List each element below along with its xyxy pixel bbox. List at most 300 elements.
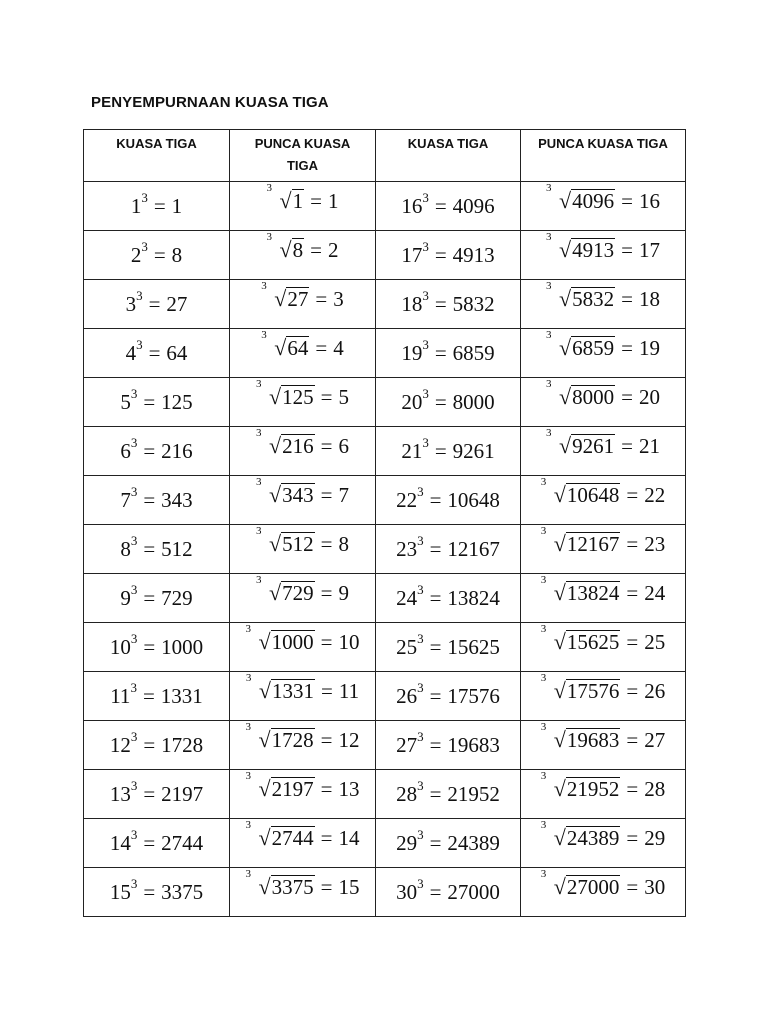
- cube-result: 125: [161, 389, 193, 414]
- cube-exponent: 3: [141, 189, 148, 205]
- equals-sign: =: [320, 777, 333, 801]
- root-radicand: 4096: [572, 189, 615, 213]
- equals-sign: =: [429, 487, 442, 512]
- cube-cell: [84, 525, 230, 574]
- cube-result: 17576: [447, 683, 500, 708]
- root-radicand: 8: [292, 238, 304, 262]
- cube-root-cell: [230, 868, 376, 917]
- cube-cell: [84, 182, 230, 231]
- equals-sign: =: [429, 732, 442, 757]
- cube-base: 10: [109, 634, 131, 659]
- cube-root-symbol: [546, 280, 615, 312]
- cube-root-symbol: [540, 574, 621, 606]
- equals-sign: =: [434, 242, 447, 267]
- equals-sign: =: [148, 291, 161, 316]
- cube-base: 29: [396, 830, 418, 855]
- cube-cell: [376, 770, 521, 819]
- root-radicand: 1331: [272, 679, 314, 703]
- cube-root-symbol: [540, 476, 621, 508]
- root-result: 23: [644, 532, 666, 556]
- cube-cell: [84, 770, 230, 819]
- root-index: 3: [256, 378, 262, 390]
- cube-root-expression: [540, 525, 666, 557]
- equals-sign: =: [142, 683, 155, 708]
- cube-base: 26: [396, 683, 418, 708]
- equals-sign: =: [626, 679, 639, 703]
- cube-root-cell: [521, 280, 686, 329]
- cube-exponent: 3: [417, 826, 424, 842]
- root-result: 11: [338, 679, 360, 703]
- root-result: 9: [338, 581, 349, 605]
- root-result: 29: [644, 826, 666, 850]
- cube-root-expression: [245, 721, 360, 753]
- header-kuasa-tiga-2: KUASA TIGA: [376, 130, 521, 182]
- cube-exponent: 3: [417, 581, 424, 597]
- root-index: 3: [261, 280, 267, 292]
- root-index: 3: [546, 378, 552, 390]
- radical-sign-icon: √: [274, 335, 287, 360]
- cube-result: 8: [171, 242, 183, 267]
- radical-sign-icon: √: [553, 678, 566, 703]
- cube-root-symbol: [546, 231, 615, 263]
- equals-sign: =: [626, 777, 639, 801]
- cube-result: 64: [166, 340, 188, 365]
- root-radicand: 512: [282, 532, 314, 556]
- equals-sign: =: [621, 189, 633, 213]
- root-result: 24: [644, 581, 666, 605]
- root-result: 17: [638, 238, 660, 262]
- radical-sign-icon: √: [269, 433, 282, 458]
- root-result: 19: [638, 336, 660, 360]
- cube-root-symbol: [540, 770, 621, 802]
- cube-root-expression: [256, 476, 349, 508]
- cube-result: 4913: [452, 242, 495, 267]
- root-index: 3: [546, 231, 552, 243]
- cube-base: 6: [120, 438, 131, 463]
- radical-sign-icon: √: [553, 727, 566, 752]
- radical-sign-icon: √: [559, 286, 572, 311]
- cube-cell: [376, 427, 521, 476]
- root-radicand: 24389: [566, 826, 620, 850]
- root-index: 3: [540, 672, 547, 684]
- cube-root-expression: [546, 378, 660, 410]
- root-index: 3: [540, 623, 547, 635]
- cube-root-expression: [245, 819, 360, 851]
- cube-cell: [376, 329, 521, 378]
- root-result: 25: [644, 630, 666, 654]
- root-result: 3: [333, 287, 344, 311]
- cube-result: 4096: [452, 193, 495, 218]
- equals-sign: =: [626, 532, 639, 556]
- cube-exponent: 3: [422, 287, 429, 303]
- cube-root-cell: [521, 525, 686, 574]
- radical-sign-icon: √: [553, 629, 566, 654]
- equals-sign: =: [434, 193, 447, 218]
- cube-root-expression: [540, 574, 666, 606]
- cube-root-expression: [546, 231, 660, 263]
- cube-table: [83, 129, 686, 917]
- cube-base: 5: [120, 389, 131, 414]
- table-row: [84, 378, 686, 427]
- radical-sign-icon: √: [559, 433, 572, 458]
- cube-result: 19683: [447, 732, 500, 757]
- equals-sign: =: [315, 336, 328, 360]
- root-result: 2: [327, 238, 339, 262]
- cube-base: 30: [396, 879, 418, 904]
- root-index: 3: [540, 525, 547, 537]
- cube-exponent: 3: [130, 777, 138, 793]
- cube-exponent: 3: [130, 875, 138, 891]
- cube-base: 2: [130, 242, 142, 267]
- equals-sign: =: [320, 434, 333, 458]
- equals-sign: =: [621, 238, 633, 262]
- equals-sign: =: [320, 385, 333, 409]
- cube-root-symbol: [245, 868, 315, 900]
- cube-result: 10648: [447, 487, 500, 512]
- equals-sign: =: [310, 189, 322, 213]
- equals-sign: =: [434, 389, 447, 414]
- radical-sign-icon: √: [553, 580, 566, 605]
- root-radicand: 125: [282, 385, 314, 409]
- root-result: 6: [338, 434, 349, 458]
- cube-root-cell: [521, 868, 686, 917]
- cube-cell: [84, 868, 230, 917]
- header-row: [84, 130, 686, 182]
- root-radicand: 1: [292, 189, 304, 213]
- equals-sign: =: [434, 438, 447, 463]
- cube-exponent: 3: [130, 826, 138, 842]
- cube-root-symbol: [256, 378, 315, 410]
- cube-root-cell: [521, 476, 686, 525]
- radical-sign-icon: √: [553, 874, 566, 899]
- radical-sign-icon: √: [269, 580, 282, 605]
- root-radicand: 10648: [566, 483, 620, 507]
- cube-root-cell: [521, 574, 686, 623]
- cube-exponent: 3: [417, 777, 424, 793]
- cube-exponent: 3: [130, 385, 138, 401]
- equals-sign: =: [143, 389, 156, 414]
- cube-base: 14: [109, 830, 131, 855]
- equals-sign: =: [143, 634, 156, 659]
- equals-sign: =: [429, 781, 442, 806]
- cube-root-symbol: [245, 672, 315, 704]
- equals-sign: =: [626, 826, 639, 850]
- radical-sign-icon: √: [258, 776, 271, 801]
- cube-root-symbol: [245, 770, 315, 802]
- equals-sign: =: [321, 679, 333, 703]
- radical-sign-icon: √: [258, 874, 271, 899]
- root-radicand: 12167: [566, 532, 620, 556]
- cube-exponent: 3: [422, 434, 429, 450]
- root-index: 3: [256, 525, 262, 537]
- cube-base: 21: [401, 438, 423, 463]
- cube-root-symbol: [546, 182, 615, 214]
- root-result: 30: [644, 875, 666, 899]
- cube-exponent: 3: [417, 630, 424, 646]
- cube-base: 25: [396, 634, 418, 659]
- radical-sign-icon: √: [559, 237, 572, 262]
- cube-root-cell: [230, 721, 376, 770]
- root-radicand: 8000: [572, 385, 615, 409]
- cube-cell: [84, 476, 230, 525]
- cube-root-cell: [230, 329, 376, 378]
- root-radicand: 343: [282, 483, 314, 507]
- cube-root-symbol: [245, 819, 315, 851]
- equals-sign: =: [621, 336, 633, 360]
- root-index: 3: [540, 574, 547, 586]
- root-radicand: 21952: [566, 777, 620, 801]
- cube-root-symbol: [266, 182, 305, 214]
- cube-root-expression: [546, 280, 660, 312]
- table-row: [84, 231, 686, 280]
- cube-base: 23: [396, 536, 418, 561]
- root-radicand: 6859: [572, 336, 615, 360]
- cube-root-symbol: [256, 525, 315, 557]
- root-result: 26: [644, 679, 666, 703]
- cube-root-expression: [266, 231, 339, 263]
- cube-result: 1: [171, 193, 183, 218]
- cube-base: 1: [130, 193, 142, 218]
- cube-result: 1331: [160, 683, 203, 708]
- root-index: 3: [546, 182, 552, 194]
- cube-cell: [376, 378, 521, 427]
- cube-exponent: 3: [422, 385, 429, 401]
- cube-base: 20: [401, 389, 423, 414]
- table-row: [84, 574, 686, 623]
- cube-cell: [84, 280, 230, 329]
- cube-exponent: 3: [417, 875, 424, 891]
- cube-root-cell: [230, 574, 376, 623]
- root-radicand: 17576: [566, 679, 620, 703]
- root-radicand: 2197: [271, 777, 314, 801]
- root-index: 3: [540, 476, 547, 488]
- cube-root-cell: [230, 525, 376, 574]
- radical-sign-icon: √: [279, 188, 292, 213]
- cube-exponent: 3: [422, 189, 429, 205]
- cube-result: 3375: [161, 879, 204, 904]
- equals-sign: =: [143, 879, 156, 904]
- root-index: 3: [546, 329, 552, 341]
- cube-root-expression: [245, 770, 360, 802]
- equals-sign: =: [143, 585, 156, 610]
- root-index: 3: [245, 672, 252, 684]
- cube-result: 15625: [447, 634, 500, 659]
- radical-sign-icon: √: [559, 384, 572, 409]
- cube-root-symbol: [540, 525, 621, 557]
- cube-root-expression: [540, 476, 666, 508]
- equals-sign: =: [320, 581, 333, 605]
- cube-result: 24389: [447, 830, 500, 855]
- root-result: 7: [338, 483, 349, 507]
- radical-sign-icon: √: [553, 825, 566, 850]
- cube-base: 19: [401, 340, 423, 365]
- equals-sign: =: [429, 585, 442, 610]
- root-index: 3: [266, 231, 273, 243]
- radical-sign-icon: √: [559, 335, 572, 360]
- cube-result: 216: [161, 438, 193, 463]
- equals-sign: =: [320, 630, 333, 654]
- root-radicand: 27000: [566, 875, 620, 899]
- cube-cell: [84, 329, 230, 378]
- cube-root-expression: [546, 329, 660, 361]
- cube-root-expression: [540, 623, 666, 655]
- cube-cell: [376, 868, 521, 917]
- cube-root-expression: [245, 868, 360, 900]
- cube-root-symbol: [245, 623, 315, 655]
- cube-root-expression: [256, 574, 349, 606]
- root-radicand: 13824: [566, 581, 620, 605]
- cube-root-cell: [521, 329, 686, 378]
- cube-root-symbol: [540, 721, 621, 753]
- equals-sign: =: [143, 732, 156, 757]
- cube-root-symbol: [256, 427, 315, 459]
- equals-sign: =: [429, 830, 442, 855]
- equals-sign: =: [320, 826, 333, 850]
- cube-root-cell: [230, 819, 376, 868]
- cube-root-symbol: [546, 378, 615, 410]
- cube-cell: [376, 672, 521, 721]
- cube-root-expression: [540, 672, 666, 704]
- cube-result: 13824: [447, 585, 500, 610]
- cube-result: 2197: [161, 781, 204, 806]
- equals-sign: =: [153, 242, 166, 267]
- root-result: 20: [638, 385, 660, 409]
- cube-root-cell: [521, 427, 686, 476]
- cube-root-expression: [261, 329, 344, 361]
- cube-result: 1728: [161, 732, 204, 757]
- cube-root-expression: [245, 672, 360, 704]
- equals-sign: =: [320, 875, 333, 899]
- cube-cell: [376, 231, 521, 280]
- root-index: 3: [245, 770, 252, 782]
- cube-exponent: 3: [130, 434, 138, 450]
- radical-sign-icon: √: [553, 776, 566, 801]
- cube-root-symbol: [256, 574, 315, 606]
- equals-sign: =: [320, 483, 333, 507]
- root-index: 3: [540, 770, 547, 782]
- radical-sign-icon: √: [559, 188, 572, 213]
- cube-cell: [84, 231, 230, 280]
- cube-cell: [376, 819, 521, 868]
- root-result: 10: [338, 630, 360, 654]
- cube-result: 343: [161, 487, 193, 512]
- cube-root-expression: [540, 770, 666, 802]
- root-radicand: 5832: [572, 287, 615, 311]
- cube-exponent: 3: [130, 581, 138, 597]
- radical-sign-icon: √: [274, 286, 287, 311]
- table-row: [84, 868, 686, 917]
- equals-sign: =: [148, 340, 161, 365]
- radical-sign-icon: √: [258, 678, 271, 703]
- cube-root-cell: [230, 378, 376, 427]
- equals-sign: =: [626, 581, 639, 605]
- table-row: [84, 770, 686, 819]
- cube-exponent: 3: [136, 287, 143, 303]
- root-index: 3: [245, 868, 252, 880]
- root-index: 3: [546, 427, 552, 439]
- cube-root-cell: [521, 182, 686, 231]
- table-row: [84, 182, 686, 231]
- cube-result: 729: [161, 585, 193, 610]
- equals-sign: =: [143, 781, 156, 806]
- cube-exponent: 3: [422, 238, 429, 254]
- table-body: [84, 182, 686, 917]
- cube-root-cell: [230, 672, 376, 721]
- root-index: 3: [245, 819, 252, 831]
- cube-result: 1000: [161, 634, 204, 659]
- cube-exponent: 3: [417, 532, 424, 548]
- cube-root-cell: [230, 427, 376, 476]
- root-result: 13: [338, 777, 360, 801]
- cube-result: 27: [166, 291, 188, 316]
- root-index: 3: [256, 574, 262, 586]
- cube-root-expression: [540, 819, 666, 851]
- equals-sign: =: [429, 536, 442, 561]
- cube-root-cell: [230, 182, 376, 231]
- cube-exponent: 3: [130, 728, 138, 744]
- cube-root-expression: [256, 427, 349, 459]
- radical-sign-icon: √: [553, 531, 566, 556]
- cube-root-cell: [521, 672, 686, 721]
- root-result: 18: [638, 287, 660, 311]
- cube-root-cell: [521, 819, 686, 868]
- cube-root-symbol: [256, 476, 315, 508]
- table-row: [84, 721, 686, 770]
- equals-sign: =: [621, 385, 633, 409]
- cube-base: 18: [401, 291, 423, 316]
- cube-base: 27: [396, 732, 418, 757]
- cube-root-cell: [230, 280, 376, 329]
- cube-root-expression: [245, 623, 360, 655]
- cube-base: 9: [120, 585, 131, 610]
- cube-root-symbol: [266, 231, 305, 263]
- cube-root-symbol: [540, 623, 621, 655]
- equals-sign: =: [320, 532, 333, 556]
- root-result: 15: [338, 875, 360, 899]
- cube-root-cell: [521, 721, 686, 770]
- cube-result: 512: [161, 536, 193, 561]
- cube-root-expression: [256, 525, 349, 557]
- radical-sign-icon: √: [553, 482, 566, 507]
- cube-result: 21952: [447, 781, 500, 806]
- cube-root-symbol: [261, 329, 309, 361]
- equals-sign: =: [429, 879, 442, 904]
- cube-exponent: 3: [130, 630, 138, 646]
- equals-sign: =: [626, 483, 639, 507]
- root-radicand: 2744: [271, 826, 314, 850]
- cube-result: 2744: [161, 830, 204, 855]
- cube-base: 3: [125, 291, 137, 316]
- header-punca-kuasa-tiga-1: PUNCA KUASA TIGA: [230, 130, 376, 182]
- equals-sign: =: [310, 238, 322, 262]
- cube-root-expression: [256, 378, 349, 410]
- root-radicand: 3375: [271, 875, 314, 899]
- cube-cell: [376, 574, 521, 623]
- equals-sign: =: [621, 434, 633, 458]
- equals-sign: =: [626, 630, 639, 654]
- root-result: 4: [333, 336, 344, 360]
- cube-cell: [376, 476, 521, 525]
- cube-root-expression: [540, 721, 666, 753]
- root-index: 3: [546, 280, 552, 292]
- equals-sign: =: [626, 875, 639, 899]
- root-radicand: 19683: [566, 728, 620, 752]
- cube-cell: [84, 574, 230, 623]
- root-index: 3: [266, 182, 273, 194]
- table-row: [84, 525, 686, 574]
- cube-base: 16: [401, 193, 423, 218]
- root-radicand: 15625: [566, 630, 620, 654]
